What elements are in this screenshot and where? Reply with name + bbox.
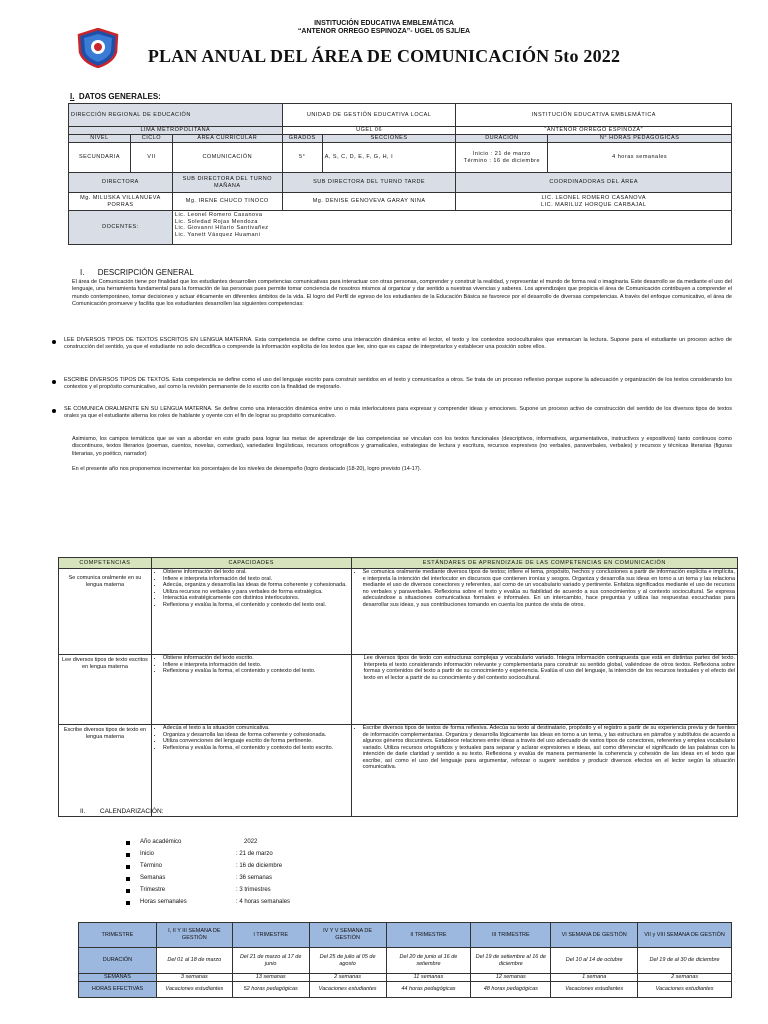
cell-coordinadoras-label: COORDINADORAS DEL ÁREA xyxy=(456,173,732,193)
cal-value: : 21 de marzo xyxy=(236,851,273,857)
cell-subdir-tarde-label: SUB DIRECTORA DEL TURNO TARDE xyxy=(282,173,456,193)
cell-ugel-label: UNIDAD DE GESTIÓN EDUCATIVA LOCAL xyxy=(282,104,456,127)
capacidad-item: • Interactúa estratégicamente con distintos interlocutores. xyxy=(163,595,349,602)
cell-coordinadoras-value: LIC. LEONEL ROMERO CASANOVA LIC. MARILUZ HORQUE CARBAJAL xyxy=(456,193,732,211)
bullet-icon xyxy=(126,853,130,857)
cell-nivel-value: SECUNDARIA xyxy=(69,143,131,173)
header-trimestre: TRIMESTRE xyxy=(79,923,157,948)
semanas-cell: 13 semanas xyxy=(232,974,309,982)
cal-value: : 36 semanas xyxy=(236,875,273,881)
cal-label: Año académico xyxy=(140,839,182,845)
descripcion-campos: Asimismo, los campos temáticos que se van a abordar en este grado para lograr las metas de aprendizaje de las competencias se vinculan con los textos funcionales (descriptivos, informativos, argumentativos, instructivos y expositivos) tanto continuos como discontinuos, textos literarios (poemas, cuentos, novelas, comedias), variedades lingüísticas, recursos ortográficos y gramaticales, estrategias de lectura y escritura, recursos expresivos (no verbales, paraverbales, verbales) y recursos y técnicas literarias (figuras literarias, yo poético, narrador) xyxy=(72,436,732,457)
cal-value: : 16 de diciembre xyxy=(236,863,283,869)
horas-cell: Vacaciones estudiantes xyxy=(638,982,732,998)
header-col: III TRIMESTRE xyxy=(471,923,551,948)
capacidad-item: • Organiza y desarrolla las ideas de forma coherente y cohesionada. xyxy=(163,732,349,739)
bullet-icon xyxy=(52,380,56,384)
horas-cell: Vacaciones estudiantes xyxy=(309,982,386,998)
cell-ciclo-value: VII xyxy=(130,143,172,173)
cell-ciclo-label: CICLO xyxy=(130,135,172,143)
capacidad-item: • Utiliza recursos no verbales y para verbales de forma estratégica. xyxy=(163,589,349,596)
row-label-horas: HORAS EFECTIVAS xyxy=(79,982,157,998)
cell-secciones-label: SECCIONES xyxy=(322,135,456,143)
capacidades-list xyxy=(154,655,349,675)
cell-dre-label: DIRECCIÓN REGIONAL DE EDUCACIÓN xyxy=(69,104,283,127)
section-number: I. xyxy=(80,268,85,277)
header-competencias: COMPETENCIAS xyxy=(59,558,152,569)
descripcion-competencia-lee: LEE DIVERSOS TIPOS DE TEXTOS ESCRITOS EN LENGUA MATERNA. Esta competencia se define como una interacción dinámica entre el lector, el texto y los contextos socioculturales que enmarcan la lectura. Supone para el estudiante un proceso activo de construcción del sentido, ya que el estudiante no solo decodifica o comprende la información explícita de los textos que lee, sino que es capaz de interpretarlos y establecer una posición sobre ellos. xyxy=(64,337,732,351)
cell-docentes-list xyxy=(172,211,731,245)
cal-value: : 3 trimestres xyxy=(236,887,271,893)
section-heading-datos xyxy=(70,92,161,101)
section-heading-calendarizacion xyxy=(80,808,163,815)
row-label-semanas: SEMANAS xyxy=(79,974,157,982)
bullet-icon xyxy=(52,340,56,344)
cell-subdir-manana-label: SUB DIRECTORA DEL TURNO MAÑANA xyxy=(172,173,282,193)
cell-duracion-label: DURACIÓN xyxy=(456,135,548,143)
docente-item: Lic. Yanett Vásquez Huamani xyxy=(174,231,261,238)
estandar-list xyxy=(354,725,735,771)
bullet-icon xyxy=(126,901,130,905)
cell-subdir-manana-value: Mg. IRENE CHUCO TINOCO xyxy=(172,193,282,211)
estandar-text: • Se comunica oralmente mediante diversos tipos de textos; infiere el tema, propósito, hechos y conclusiones a partir de información explícita e implícita, e interpreta la intención del interlocutor en discursos que contienen ironías y sesgos. Organiza y desarrolla sus ideas en torno a un tema y las relaciona mediante el uso de diversos conectores y referentes, así como de un vocabulario variado y pertinente. Enfatiza significados mediante el uso de recursos no verbales y paraverbales. Reflexiona sobre el texto y evalúa su fiabilidad de acuerdo a sus conocimientos y al contexto sociocultural. Se expresa adecuándose a situaciones comunicativas formales e informales. En un intercambio, hace preguntas y utiliza las respuestas escuchadas para desarrollar sus ideas, y sus contribuciones tomando en cuenta los puntos de vista de otros. xyxy=(363,569,735,608)
semanas-cell: 1 semana xyxy=(551,974,638,982)
descripcion-metas: En el presente año nos proponemos incrementar los porcentajes de los niveles de desempeño (logro destacado (18-20), logro previsto (14-17). xyxy=(72,466,422,472)
horas-cell: 52 horas pedagógicas xyxy=(232,982,309,998)
cal-label: Término xyxy=(140,863,163,869)
cell-subdir-tarde-value: Mg. DENISE GENOVEVA GARAY NINA xyxy=(282,193,456,211)
cal-label: Horas semanales xyxy=(140,899,187,905)
cell-area-label: ÁREA CURRICULAR xyxy=(172,135,282,143)
descripcion-competencia-oral: SE COMUNICA ORALMENTE EN SU LENGUA MATERNA. Se define como una interacción dinámica entre uno o más interlocutores para expresar y comprender ideas y emociones. Supone un proceso activo de construcción del sentido de los diversos tipos de textos orales ya que el estudiante alterna los roles de hablante y oyente con el fin de lograr su propósito comunicativo. xyxy=(64,406,732,420)
duracion-cell: Del 25 de julio al 05 de agosto xyxy=(309,948,386,974)
page-title: PLAN ANUAL DEL ÁREA DE COMUNICACIÓN 5to 2022 xyxy=(147,46,621,66)
docente-item: Lic. Giovanni Hilario Santivañez xyxy=(174,225,269,231)
header-capacidades: CAPACIDADES xyxy=(151,558,351,569)
cal-value: 2022 xyxy=(244,839,258,845)
capacidad-item: • Infiere e interpreta información del texto. xyxy=(163,662,349,669)
cal-label: Inicio xyxy=(140,851,155,857)
capacidad-item: • Infiere e interpreta información del texto oral. xyxy=(163,576,349,583)
header-col: I, II Y III SEMANA DE GESTIÓN xyxy=(156,923,232,948)
semanas-cell: 2 semanas xyxy=(309,974,386,982)
header-col: VI SEMANA DE GESTIÓN xyxy=(551,923,638,948)
cell-docentes-label: DOCENTES: xyxy=(69,211,173,245)
header-estandares: ESTÁNDARES DE APRENDIZAJE DE LAS COMPETENCIAS EN COMUNICACIÓN xyxy=(351,558,737,569)
capacidad-item: • Obtiene información del texto escrito. xyxy=(163,655,349,662)
cell-grados-value: 5° xyxy=(282,143,322,173)
horas-cell: Vacaciones estudiantes xyxy=(156,982,232,998)
section-title: DATOS GENERALES: xyxy=(78,92,161,101)
semanas-cell: 3 semanas xyxy=(156,974,232,982)
bullet-icon xyxy=(126,889,130,893)
cell-directora-label: DIRECTORA xyxy=(69,173,173,193)
duracion-cell: Del 19 de al 30 de diciembre xyxy=(638,948,732,974)
cal-label: Trimestre xyxy=(140,887,166,893)
school-name: “ANTENOR ORREGO ESPINOZA”- UGEL 05 SJL/EA xyxy=(297,28,471,35)
estandar-text: Lee diversos tipos de texto con estructuras complejas y vocabulario variado. Integra información contrapuesta que está en distintas partes del texto. Interpreta el texto considerando información relevante y complementaria para construir su sentido global, valiéndose de otros textos. Reflexiona sobre formas y contenidos del texto a partir de su conocimiento y experiencia. Evalúa el uso del lenguaje, la intención de los recursos textuales y el efecto del texto en el lector a partir de su conocimiento y del contexto sociocultural. xyxy=(351,655,737,725)
horas-cell: Vacaciones estudiantes xyxy=(551,982,638,998)
cal-label: Semanas xyxy=(140,875,166,881)
capacidad-item: • Adecúa el texto a la situación comunicativa. xyxy=(163,725,349,732)
cell-dre-value: LIMA METROPOLITANA xyxy=(69,127,283,135)
cell-ie-label: INSTITUCIÓN EDUCATIVA EMBLEMÁTICA xyxy=(456,104,732,127)
duracion-cell: Del 01 al 18 de marzo xyxy=(156,948,232,974)
cell-grados-label: GRADOS xyxy=(282,135,322,143)
cell-ie-value: “ANTENOR ORREGO ESPINOZA” xyxy=(456,127,732,135)
section-number: II. xyxy=(80,808,86,815)
capacidad-item: • Reflexiona y evalúa la forma, el contenido y contexto del texto oral. xyxy=(163,602,349,609)
section-number: I. xyxy=(70,92,75,101)
section-heading-descripcion xyxy=(80,268,194,277)
duracion-cell: Del 19 de setiembre al 16 de diciembre xyxy=(471,948,551,974)
cell-directora-value: Mg. MILUSKA VILLANUEVA PORRAS xyxy=(69,193,173,211)
capacidad-item: • Obtiene información del texto oral. xyxy=(163,569,349,576)
capacidades-list xyxy=(154,725,349,751)
institution-name: INSTITUCIÓN EDUCATIVA EMBLEMÁTICA xyxy=(314,20,454,27)
estandar-text: • Escribe diversos tipos de textos de forma reflexiva. Adecúa su texto al destinatario, propósito y el registro a partir de su experiencia previa y de fuentes de información complementarias. Organiza y desarrolla lógicamente las ideas en torno a un tema, y las estructura en párrafos y subtítulos de acuerdo a algunos géneros discursivos. Establece relaciones entre ideas a través del uso adecuado de varios tipos de conectores, referentes y emplea vocabulario variado. Utiliza recursos ortográficos y textuales para separar y aclarar expresiones e ideas, así como diferenciar el significado de las palabras con la intención de darle claridad y sentido a su texto. Reflexiona y evalúa de manera permanente la coherencia y cohesión de las ideas en el texto que escribe, así como el uso del lenguaje para argumentar, reforzar o sugerir sentidos y producir diversos efectos en el lector según la situación comunicativa. xyxy=(363,725,735,771)
cell-nivel-label: NIVEL xyxy=(69,135,131,143)
capacidad-item: • Utiliza convenciones del lenguaje escrito de forma pertinente. xyxy=(163,738,349,745)
competencia-name: Se comunica oralmente en su lengua materna xyxy=(59,569,152,655)
cal-value: : 4 horas semanales xyxy=(236,899,291,905)
cell-horas-value: 4 horas semanales xyxy=(548,143,732,173)
descripcion-intro: El área de Comunicación tiene por finalidad que los estudiantes desarrollen competencias comunicativas para interactuar con otras personas, comprender y construir la realidad, y representar el mundo de forma real o imaginaria. Este desarrollo se da mediante el uso del lenguaje, una herramienta fundamental para la formación de las personas pues permite tomar conciencia de nosotros mismos al organizar y dar sentido a nuestras vivencias y saberes. Los aprendizajes que propicia el área de Comunicación contribuyen a comprender el mundo contemporáneo, tomar decisiones y actuar éticamente en diferentes ámbitos de la vida. El logro del Perfil de egreso de los estudiantes de la Educación Básica se favorece por el desarrollo de diversas competencias. A través del enfoque comunicativo, el área de Comunicación promueve y facilita que los estudiantes desarrollen las siguientes competencias: xyxy=(72,279,732,308)
section-title: DESCRIPCIÓN GENERAL xyxy=(97,268,194,277)
row-label-duracion: DURACIÓN xyxy=(79,948,157,974)
semanas-cell: 2 semanas xyxy=(638,974,732,982)
semanas-cell: 12 semanas xyxy=(471,974,551,982)
horas-cell: 44 horas pedagógicas xyxy=(386,982,471,998)
header-col: VII y VIII SEMANA DE GESTIÓN xyxy=(638,923,732,948)
competencias-table xyxy=(58,557,738,817)
bullet-icon xyxy=(126,877,130,881)
capacidad-item: • Reflexiona y evalúa la forma, el contenido y contexto del texto escrito. xyxy=(163,745,349,752)
section-title: CALENDARIZACIÓN: xyxy=(99,808,164,815)
bullet-icon xyxy=(52,409,56,413)
semanas-cell: 11 semanas xyxy=(386,974,471,982)
docente-item: Lic. Leonel Romero Casanova xyxy=(174,212,263,218)
docente-item: Lic. Soledad Rojas Mendoza xyxy=(174,218,258,225)
duracion-cell: Del 20 de junio al 16 de setiembre xyxy=(386,948,471,974)
duracion-cell: Del 21 de marzo al 17 de junio xyxy=(232,948,309,974)
bullet-icon xyxy=(126,865,130,869)
header-col: II TRIMESTRE xyxy=(386,923,471,948)
competencia-name: Lee diversos tipos de texto escritos en lengua materna xyxy=(59,655,152,725)
cell-secciones-value: A, S, C, D, E, F, G, H, I xyxy=(322,143,456,173)
capacidad-item: • Adecúa, organiza y desarrolla las ideas de forma coherente y cohesionada. xyxy=(163,582,349,589)
header-col: I TRIMESTRE xyxy=(232,923,309,948)
bullet-icon xyxy=(126,841,130,845)
duracion-cell: Del 10 al 14 de octubre xyxy=(551,948,638,974)
cell-area-value: COMUNICACIÓN xyxy=(172,143,282,173)
datos-generales-table xyxy=(68,103,732,245)
horas-cell: 48 horas pedagógicas xyxy=(471,982,551,998)
institution-header xyxy=(0,20,768,36)
descripcion-competencia-escribe: ESCRIBE DIVERSOS TIPOS DE TEXTOS. Esta competencia se define como el uso del lenguaje escrito para construir sentidos en el texto y comunicarlos a otros. Se trata de un proceso reflexivo porque supone la adecuación y organización de los textos considerando los contextos y el propósito comunicativo, así como la revisión permanente de lo escrito con la finalidad de mejorarlo. xyxy=(64,377,732,391)
competencia-name: Escribe diversos tipos de texto en lengua materna xyxy=(59,725,152,817)
capacidades-list xyxy=(154,569,349,608)
calendarizacion-table xyxy=(78,922,732,998)
cell-ugel-value: UGEL 06 xyxy=(282,127,456,135)
header-col: IV Y V SEMANA DE GESTIÓN xyxy=(309,923,386,948)
cell-duracion-value: Inicio : 21 de marzo Término : 16 de diciembre xyxy=(456,143,548,173)
cell-horas-label: N° HORAS PEDAGÓGICAS xyxy=(548,135,732,143)
capacidad-item: • Reflexiona y evalúa la forma, el contenido y contexto del texto. xyxy=(163,668,349,675)
estandar-list xyxy=(354,569,735,608)
